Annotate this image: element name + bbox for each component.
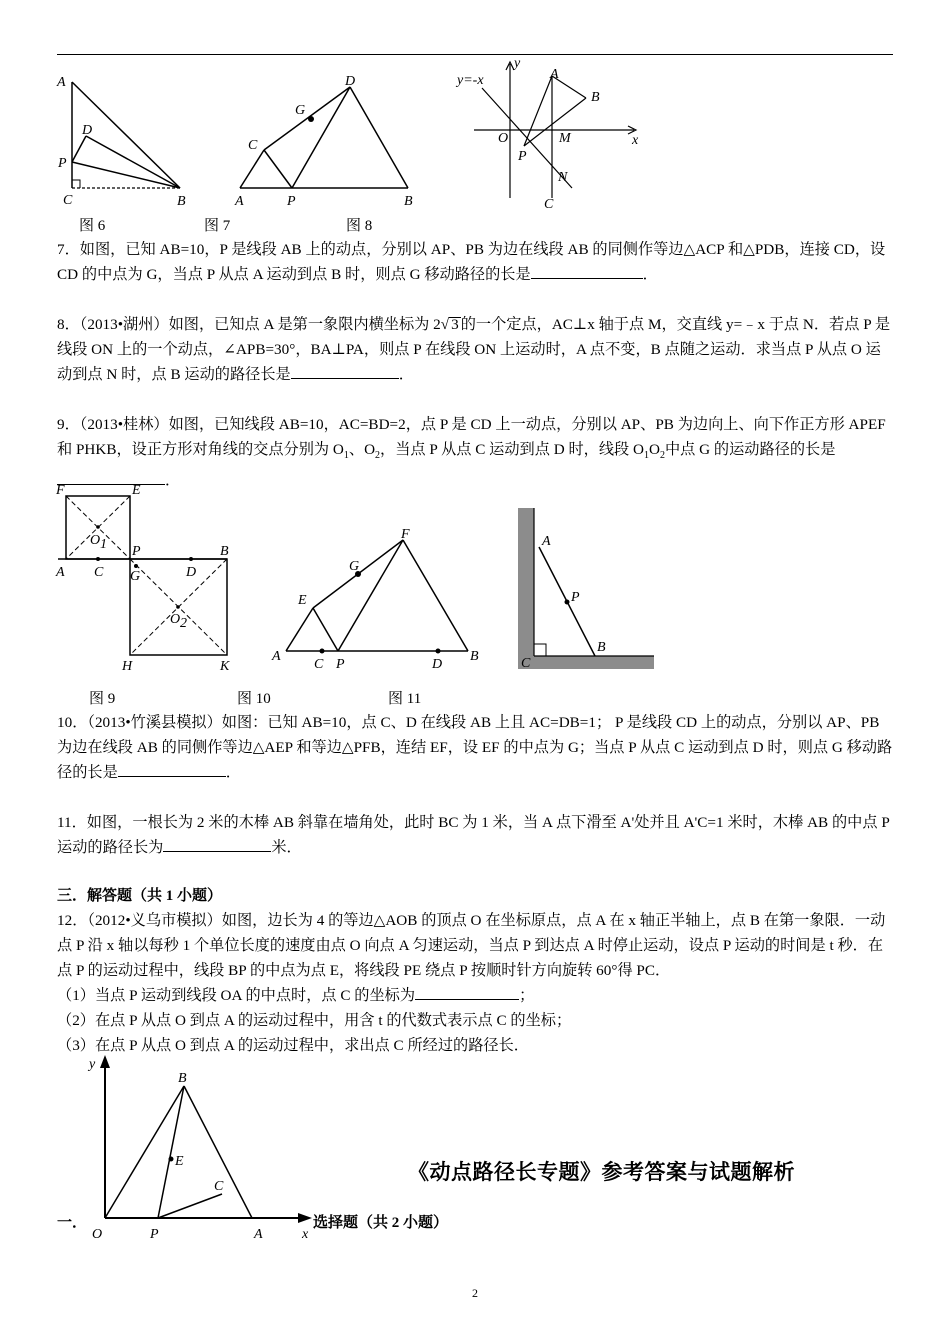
- fig8-label: N: [558, 170, 568, 185]
- problem-7-text: 7．如图，已知 AB=10，P 是线段 AB 上的动点，分别以 AP、PB 为边在线段 AB 的同侧作等边△ACP 和△PDB，连接 CD，设 CD 的中点为 G，当点 P 从点 A 运动到点 B 时，则点 G 移动路径的长是: [57, 241, 886, 283]
- fig7-label: B: [404, 194, 413, 209]
- problem-10-end: ．: [225, 764, 241, 781]
- caption-fig6: 图 6: [79, 218, 106, 234]
- fig9-label: 2: [180, 616, 187, 631]
- problem-8-text: 8．（2013•湖州）如图，已知点 A 是第一象限内横坐标为 2: [57, 316, 441, 333]
- problem-9: [57, 412, 893, 493]
- problem-10: [57, 710, 893, 785]
- problem-8: [57, 312, 893, 387]
- problem-12-q1: [57, 983, 893, 1008]
- section-1-prefix: 一．: [57, 1215, 88, 1231]
- subscript: 1: [644, 450, 650, 462]
- caption-fig7: 图 7: [204, 218, 231, 234]
- fig10-label: F: [401, 527, 410, 542]
- sqrt-sign: √: [440, 316, 450, 333]
- fig8-label: y: [514, 56, 521, 71]
- problem-9-end: ．: [165, 472, 181, 490]
- problem-11-end: 米．: [271, 839, 302, 856]
- fig10-label: E: [298, 593, 307, 608]
- fig12-label: C: [214, 1179, 224, 1194]
- subscript: 2: [375, 450, 381, 462]
- figure-11: [515, 505, 660, 675]
- fig9-label: O: [90, 533, 101, 548]
- fig9-label: B: [220, 544, 229, 559]
- page-number: 2: [472, 1286, 478, 1300]
- caption-fig8: 图 8: [346, 218, 373, 234]
- fig11-label: B: [597, 640, 606, 655]
- answer-title: 《动点路径长专题》参考答案与试题解析: [408, 1160, 795, 1184]
- fig12-label: y: [89, 1057, 96, 1072]
- fig9-label: G: [130, 569, 141, 584]
- sqrt-radicand: 3: [451, 316, 459, 333]
- fig9-label: H: [122, 659, 133, 674]
- fig9-label: D: [186, 565, 197, 580]
- fig10-label: P: [336, 657, 345, 672]
- fig6-label: C: [63, 193, 73, 208]
- q1-text: （1）当点 P 运动到线段 OA 的中点时，点 C 的坐标为: [57, 987, 416, 1004]
- problem-12-q2: （2）在点 P 从点 O 到点 A 的运动过程中，用含 t 的代数式表示点 C 的坐标；: [57, 1012, 572, 1029]
- fig9-label: 1: [100, 537, 107, 552]
- fig6-label: D: [82, 123, 93, 138]
- problem-7: [57, 237, 893, 287]
- fig10-label: C: [314, 657, 324, 672]
- figure-7: [228, 72, 428, 212]
- fig8-label: A: [550, 67, 559, 82]
- fig9-label: E: [132, 483, 141, 498]
- fig8-label: C: [544, 197, 554, 212]
- problem-9-text-e: 中点 G 的运动路径的长是: [664, 441, 836, 458]
- fig6-label: A: [57, 75, 66, 90]
- fig10-label: D: [432, 657, 443, 672]
- fig6-label: P: [58, 156, 67, 171]
- problem-12-text: 12．（2012•义乌市模拟）如图，边长为 4 的等边△AOB 的顶点 O 在坐标原点，点 A 在 x 轴正半轴上，点 B 在第一象限．一动点 P 沿 x 轴以每秒 1 个单位长度的速度由点 O 向点 A 匀速运动，当点 P 到达点 A 时停止运动，设点 P 运动的时间是 t 秒．在点 P 的运动过程中，线段 BP 的中点为点 E，将线段 PE 绕点 P 按顺时针方向旋转 60°得 PC．: [57, 912, 886, 979]
- fig7-label: P: [287, 194, 296, 209]
- answer-blank[interactable]: [531, 264, 643, 279]
- section-3-heading: 三．解答题（共 1 小题）: [57, 888, 223, 904]
- fig8-label: B: [591, 90, 600, 105]
- caption-fig9: 图 9: [89, 691, 116, 707]
- fig9-label: K: [220, 659, 230, 674]
- fig8-label: O: [498, 131, 509, 146]
- fig9-label: O: [170, 612, 181, 627]
- answer-blank[interactable]: [291, 364, 399, 379]
- caption-fig10: 图 10: [237, 691, 271, 707]
- problem-9-text: 9．（2013•桂林）如图，已知线段 AB=10，AC=BD=2，点 P 是 CD 上一动点，分别以 AP、PB 为边向上、向下作正方形 APEF 和 PHKB，设正方形对角线的交点分别为 O: [57, 416, 886, 458]
- fig9-label: F: [56, 483, 65, 498]
- fig8-label: P: [518, 149, 527, 164]
- section-1-heading: 选择题（共 2 小题）: [313, 1215, 449, 1231]
- figure-8: [452, 58, 652, 213]
- problem-11-text: 11．如图，一根长为 2 米的木棒 AB 斜靠在墙角处，此时 BC 为 1 米，当 A 点下滑至 A'处并且 A'C=1 米时，木棒 AB 的中点 P 运动的路径长为: [57, 814, 890, 856]
- problem-12-q3: （3）在点 P 从点 O 到点 A 的运动过程中，求出点 C 所经过的路径长．: [57, 1037, 529, 1054]
- fig12-label: x: [302, 1227, 309, 1242]
- answer-blank[interactable]: [163, 837, 271, 852]
- fig12-label: B: [178, 1071, 187, 1086]
- problem-8-text-b: 的一个定点，AC⊥x 轴于点 M，交直线 y=﹣x 于点 N．若点 P 是线段 ON 上的一个动点，∠APB=30°，BA⊥PA，则点 P 在线段 ON 上运动时，A 点不变，B 点随之运动．求当点 P 从点 O 运动到点 N 时，点 B 运动的路径长是: [57, 316, 891, 383]
- caption-fig11: 图 11: [388, 691, 422, 707]
- fig8-label: x: [632, 133, 639, 148]
- fig8-label: M: [559, 131, 571, 146]
- problem-9-text-d: O: [649, 441, 660, 458]
- fig11-label: A: [542, 534, 551, 549]
- fig12-label: A: [254, 1227, 263, 1242]
- figure-10: [268, 526, 498, 671]
- subscript: 1: [343, 450, 349, 462]
- problem-10-text: 10．（2013•竹溪县模拟）如图：已知 AB=10，点 C、D 在线段 AB 上且 AC=DB=1； P 是线段 CD 上的动点，分别以 AP、PB 为边在线段 AB 的同侧作等边△AEP 和等边△PFB，连结 EF，设 EF 的中点为 G；当点 P 从点 C 运动到点 D 时，则点 G 移动路径的长是: [57, 714, 893, 781]
- problem-7-end: ．: [642, 266, 658, 283]
- fig11-label: C: [521, 656, 531, 671]
- fig12-label: P: [150, 1227, 159, 1242]
- fig10-label: B: [470, 649, 479, 664]
- fig8-label: y=-x: [457, 73, 484, 88]
- subscript: 2: [659, 450, 665, 462]
- figure-12: [84, 1052, 324, 1247]
- fig7-label: C: [248, 138, 258, 153]
- figure-9: [52, 484, 252, 674]
- problem-8-end: ．: [398, 366, 414, 383]
- fig10-label: A: [272, 649, 281, 664]
- problem-9-text-b: 、O: [348, 441, 376, 458]
- fig12-label: E: [175, 1154, 184, 1169]
- answer-blank[interactable]: [415, 985, 519, 1000]
- fig9-label: P: [132, 544, 141, 559]
- answer-blank[interactable]: [118, 762, 226, 777]
- figure-6: [55, 72, 205, 212]
- problem-12: [57, 908, 893, 1058]
- fig10-label: G: [349, 559, 360, 574]
- answer-blank[interactable]: [57, 470, 165, 485]
- fig7-label: D: [345, 74, 356, 89]
- fig7-label: G: [295, 103, 306, 118]
- fig7-label: A: [235, 194, 244, 209]
- fig6-label: B: [177, 194, 186, 209]
- header-rule: [57, 54, 893, 55]
- problem-9-text-c: ，当点 P 从点 C 运动到点 D 时，线段 O: [380, 441, 645, 458]
- problem-11: [57, 810, 893, 860]
- fig12-label: O: [92, 1227, 103, 1242]
- q1-end: ；: [519, 987, 535, 1004]
- fig11-label: P: [571, 590, 580, 605]
- fig9-label: A: [56, 565, 65, 580]
- fig9-label: C: [94, 565, 104, 580]
